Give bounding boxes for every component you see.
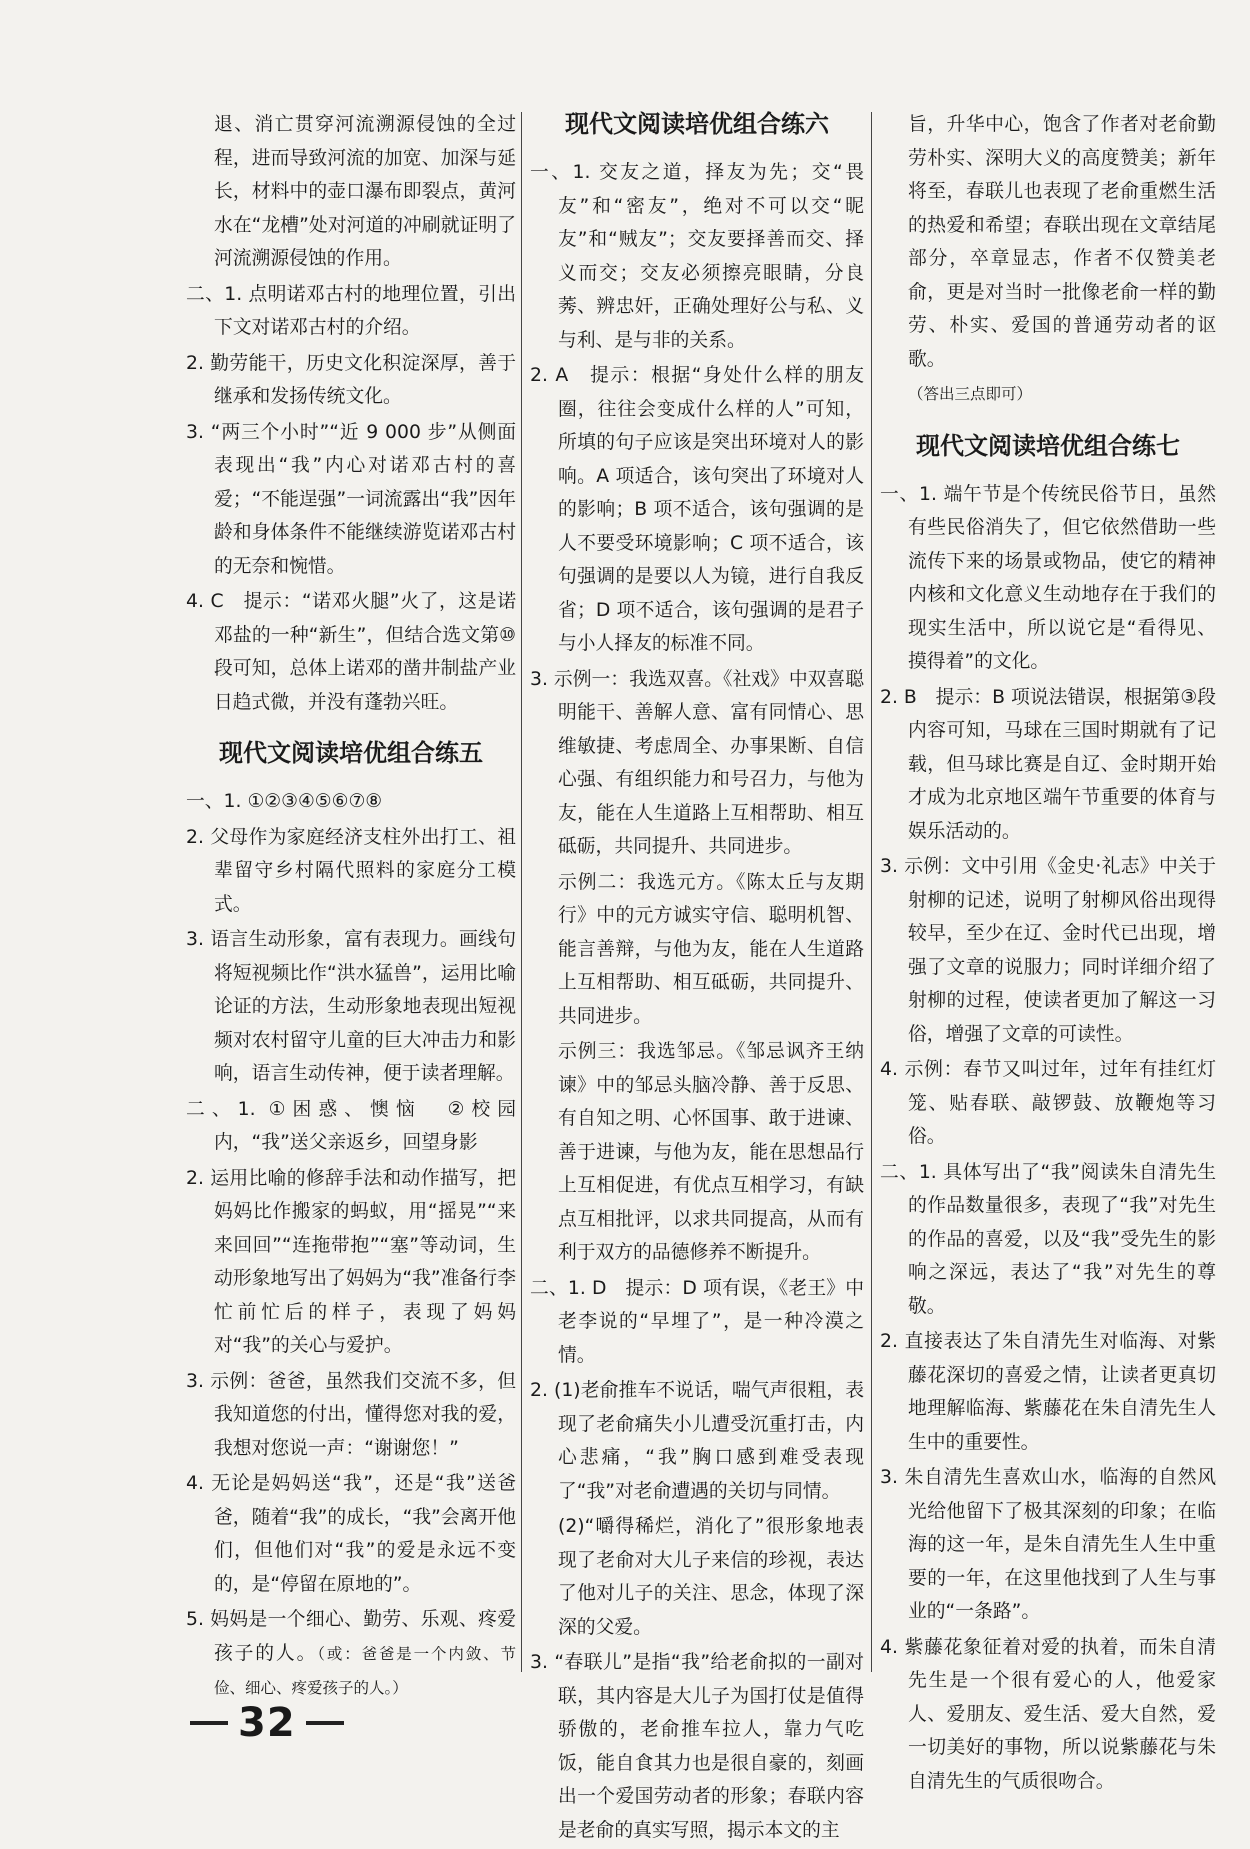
footer-dash [190,1721,228,1725]
answer-item: 4. C 提示：“诺邓火腿”火了，这是诺邓盐的一种“新生”，但结合选文第⑩段可知，总体上诺邓的凿井制盐产业日趋式微，并没有蓬勃兴旺。 [186,591,516,713]
column-divider [871,112,872,1672]
answer-item: 一、1. 交友之道，择友为先；交“畏友”和“密友”，绝对不可以交“昵友”和“贼友”；交友要择善而交、择义而交；交友必须擦亮眼睛，分良莠、辨忠奸，正确处理好公与私、义与利、是与非的关系。 [530,162,864,351]
answer-item: 2. 勤劳能干，历史文化积淀深厚，善于继承和发扬传统文化。 [186,352,516,407]
answer-item: 二、1. ①困惑、懊恼 ②校园内，“我”送父亲返乡，回望身影 [186,1098,516,1153]
answer-item: 2. (1)老俞推车不说话，喘气声很粗，表现了老俞痛失小儿遭受沉重打击，内心悲痛，“我”胸口感到难受表现了“我”对老俞遭遇的关切与同情。 [530,1380,864,1502]
answer-item: 3. 语言生动形象，富有表现力。画线句将短视频比作“洪水猛兽”，运用比喻论证的方法，生动形象地表现出短视频对农村留守儿童的巨大冲击力和影响，语言生动传神，便于读者理解。 [186,929,516,1084]
answer-item: 3. 朱自清先生喜欢山水，临海的自然风光给他留下了极其深刻的印象；在临海的这一年，是朱自清先生人生中重要的一年，在这里他找到了人生与事业的“一条路”。 [880,1467,1216,1622]
answer-item: 一、1. ①②③④⑤⑥⑦⑧ [186,791,383,812]
answer-item: 2. B 提示：B 项说法错误，根据第③段内容可知，马球在三国时期就有了记载，但马球比赛是自辽、金时期开始才成为北京地区端午节重要的体育与娱乐活动的。 [880,686,1216,842]
page-footer [190,1700,344,1746]
answer-item: 4. 紫藤花象征着对爱的执着，而朱自清先生是一个很有爱心的人，他爱家人、爱朋友、爱生活、爱大自然，爱一切美好的事物，所以说紫藤花与朱自清先生的气质很吻合。 [880,1636,1216,1792]
answer-item: 2. 运用比喻的修辞手法和动作描写，把妈妈比作搬家的蚂蚁，用“摇晃”“来来回回”“连拖带抱”“塞”等动词，生动形象地写出了妈妈为“我”准备行李忙前忙后的样子，表现了妈妈对“我”的关心与爱护。 [186,1167,516,1356]
answer-text: 5. 妈妈是一个细心、勤劳、乐观、疼爱孩子的人。 [186,1609,516,1664]
section-heading: 现代文阅读培优组合练七 [916,430,1180,460]
answer-item: 3. “两三个小时”“近 9 000 步”从侧面表现出“我”内心对诺邓古村的喜爱；“不能逞强”一词流露出“我”因年龄和身体条件不能继续游览诺邓古村的无奈和惋惜。 [186,421,516,577]
column-divider [521,112,522,1672]
answer-item: 2. A 提示：根据“身处什么样的朋友圈，往往会变成什么样的人”可知，所填的句子应该是突出环境对人的影响。A 项适合，该句突出了环境对人的影响；B 项不适合，该句强调的是人不要受环境影响；C 项不适合，该句强调的是要以人为镜，进行自我反省；D 项不适合，该句强调的是君子与小人择友的标准不同。 [530,365,864,654]
answer-paragraph: 示例三：我选邹忌。《邹忌讽齐王纳谏》中的邹忌头脑冷静、善于反思、有自知之明、心怀国事、敢于进谏、善于进谏，与他为友，能在思想品行上互相促进，有优点互相学习，有缺点互相批评，以求共同提高，从而有利于双方的品德修养不断提升。 [558,1041,864,1263]
footer-dash [306,1721,344,1725]
answer-paragraph: 退、消亡贯穿河流溯源侵蚀的全过程，进而导致河流的加宽、加深与延长，材料中的壶口瀑布即裂点，黄河水在“龙槽”处对河道的冲刷就证明了河流溯源侵蚀的作用。 [214,114,516,269]
answer-item: 2. 父母作为家庭经济支柱外出打工、祖辈留守乡村隔代照料的家庭分工模式。 [186,826,516,915]
answer-paragraph: 示例二：我选元方。《陈太丘与友期行》中的元方诚实守信、聪明机智、能言善辩，与他为友，能在人生道路上互相帮助、相互砥砺，共同提升、共同进步。 [558,871,864,1027]
section-heading: 现代文阅读培优组合练五 [219,738,483,767]
answer-paragraph: (2)“嚼得稀烂，消化了”很形象地表现了老俞对大儿子来信的珍视，表达了他对儿子的关注、思念，体现了深深的父爱。 [558,1516,864,1638]
answer-item: 3. 示例：爸爸，虽然我们交流不多，但我知道您的付出，懂得您对我的爱，我想对您说一声：“谢谢您！” [186,1370,516,1459]
answer-item: 3. 示例：文中引用《金史·礼志》中关于射柳的记述，说明了射柳风俗出现得较早，至少在辽、金时代已出现，增强了文章的说服力；同时详细介绍了射柳的过程，使读者更加了解这一习俗，增强了文章的可读性。 [880,856,1216,1045]
answer-item: 4. 示例：春节又叫过年，过年有挂红灯笼、贴春联、敲锣鼓、放鞭炮等习俗。 [880,1059,1216,1147]
answer-item: 4. 无论是妈妈送“我”，还是“我”送爸爸，随着“我”的成长，“我”会离开他们，但他们对“我”的爱是永远不变的，是“停留在原地的”。 [186,1473,516,1595]
answer-note: （或：爸爸是一个内敛、节俭、细心、疼爱孩子的人。） [214,1644,516,1697]
answer-item: 2. 直接表达了朱自清先生对临海、对紫藤花深切的喜爱之情，让读者更真切地理解临海、紫藤花在朱自清先生人生中的重要性。 [880,1331,1216,1453]
answer-item: 一、1. 端午节是个传统民俗节日，虽然有些民俗消失了，但它依然借助一些流传下来的场景或物品，使它的精神内核和文化意义生动地存在于我们的现实生活中，所以说它是“看得见、摸得着”的文化。 [880,483,1216,672]
answer-paragraph: 旨，升华中心，饱含了作者对老俞勤劳朴实、深明大义的高度赞美；新年将至，春联儿也表现了老俞重燃生活的热爱和希望；春联出现在文章结尾部分，卒章显志，作者不仅赞美老俞，更是对当时一批像老俞一样的勤劳、朴实、爱国的普通劳动者的讴歌。 [908,114,1216,370]
column-middle [530,108,864,1849]
section-heading: 现代文阅读培优组合练六 [565,109,829,138]
answer-item: 二、1. 点明诺邓古村的地理位置，引出下文对诺邓古村的介绍。 [186,283,516,338]
column-right [880,108,1216,1800]
answer-item: 二、1. 具体写出了“我”阅读朱自清先生的作品数量很多，表现了“我”对先生的作品的喜爱，以及“我”受先生的影响之深远，表达了“我”对先生的尊敬。 [880,1161,1216,1317]
answer-item [186,1603,516,1706]
answer-item: 3. “春联儿”是指“我”给老俞拟的一副对联，其内容是大儿子为国打仗是值得骄傲的，老俞推车拉人，靠力气吃饭，能自食其力也是很自豪的，刻画出一个爱国劳动者的形象；春联内容是老俞的真实写照，揭示本文的主 [530,1652,864,1841]
page-number: 32 [238,1700,296,1746]
answer-item: 二、1. D 提示：D 项有误，《老王》中老李说的“早埋了”，是一种冷漠之情。 [530,1277,864,1366]
answer-item: 3. 示例一：我选双喜。《社戏》中双喜聪明能干、善解人意、富有同情心、思维敏捷、考虑周全、办事果断、自信心强、有组织能力和号召力，与他为友，能在人生道路上互相帮助、相互砥砺，共同提升、共同进步。 [530,668,864,857]
column-left [186,108,516,1708]
answer-note: （答出三点即可） [908,385,1033,403]
